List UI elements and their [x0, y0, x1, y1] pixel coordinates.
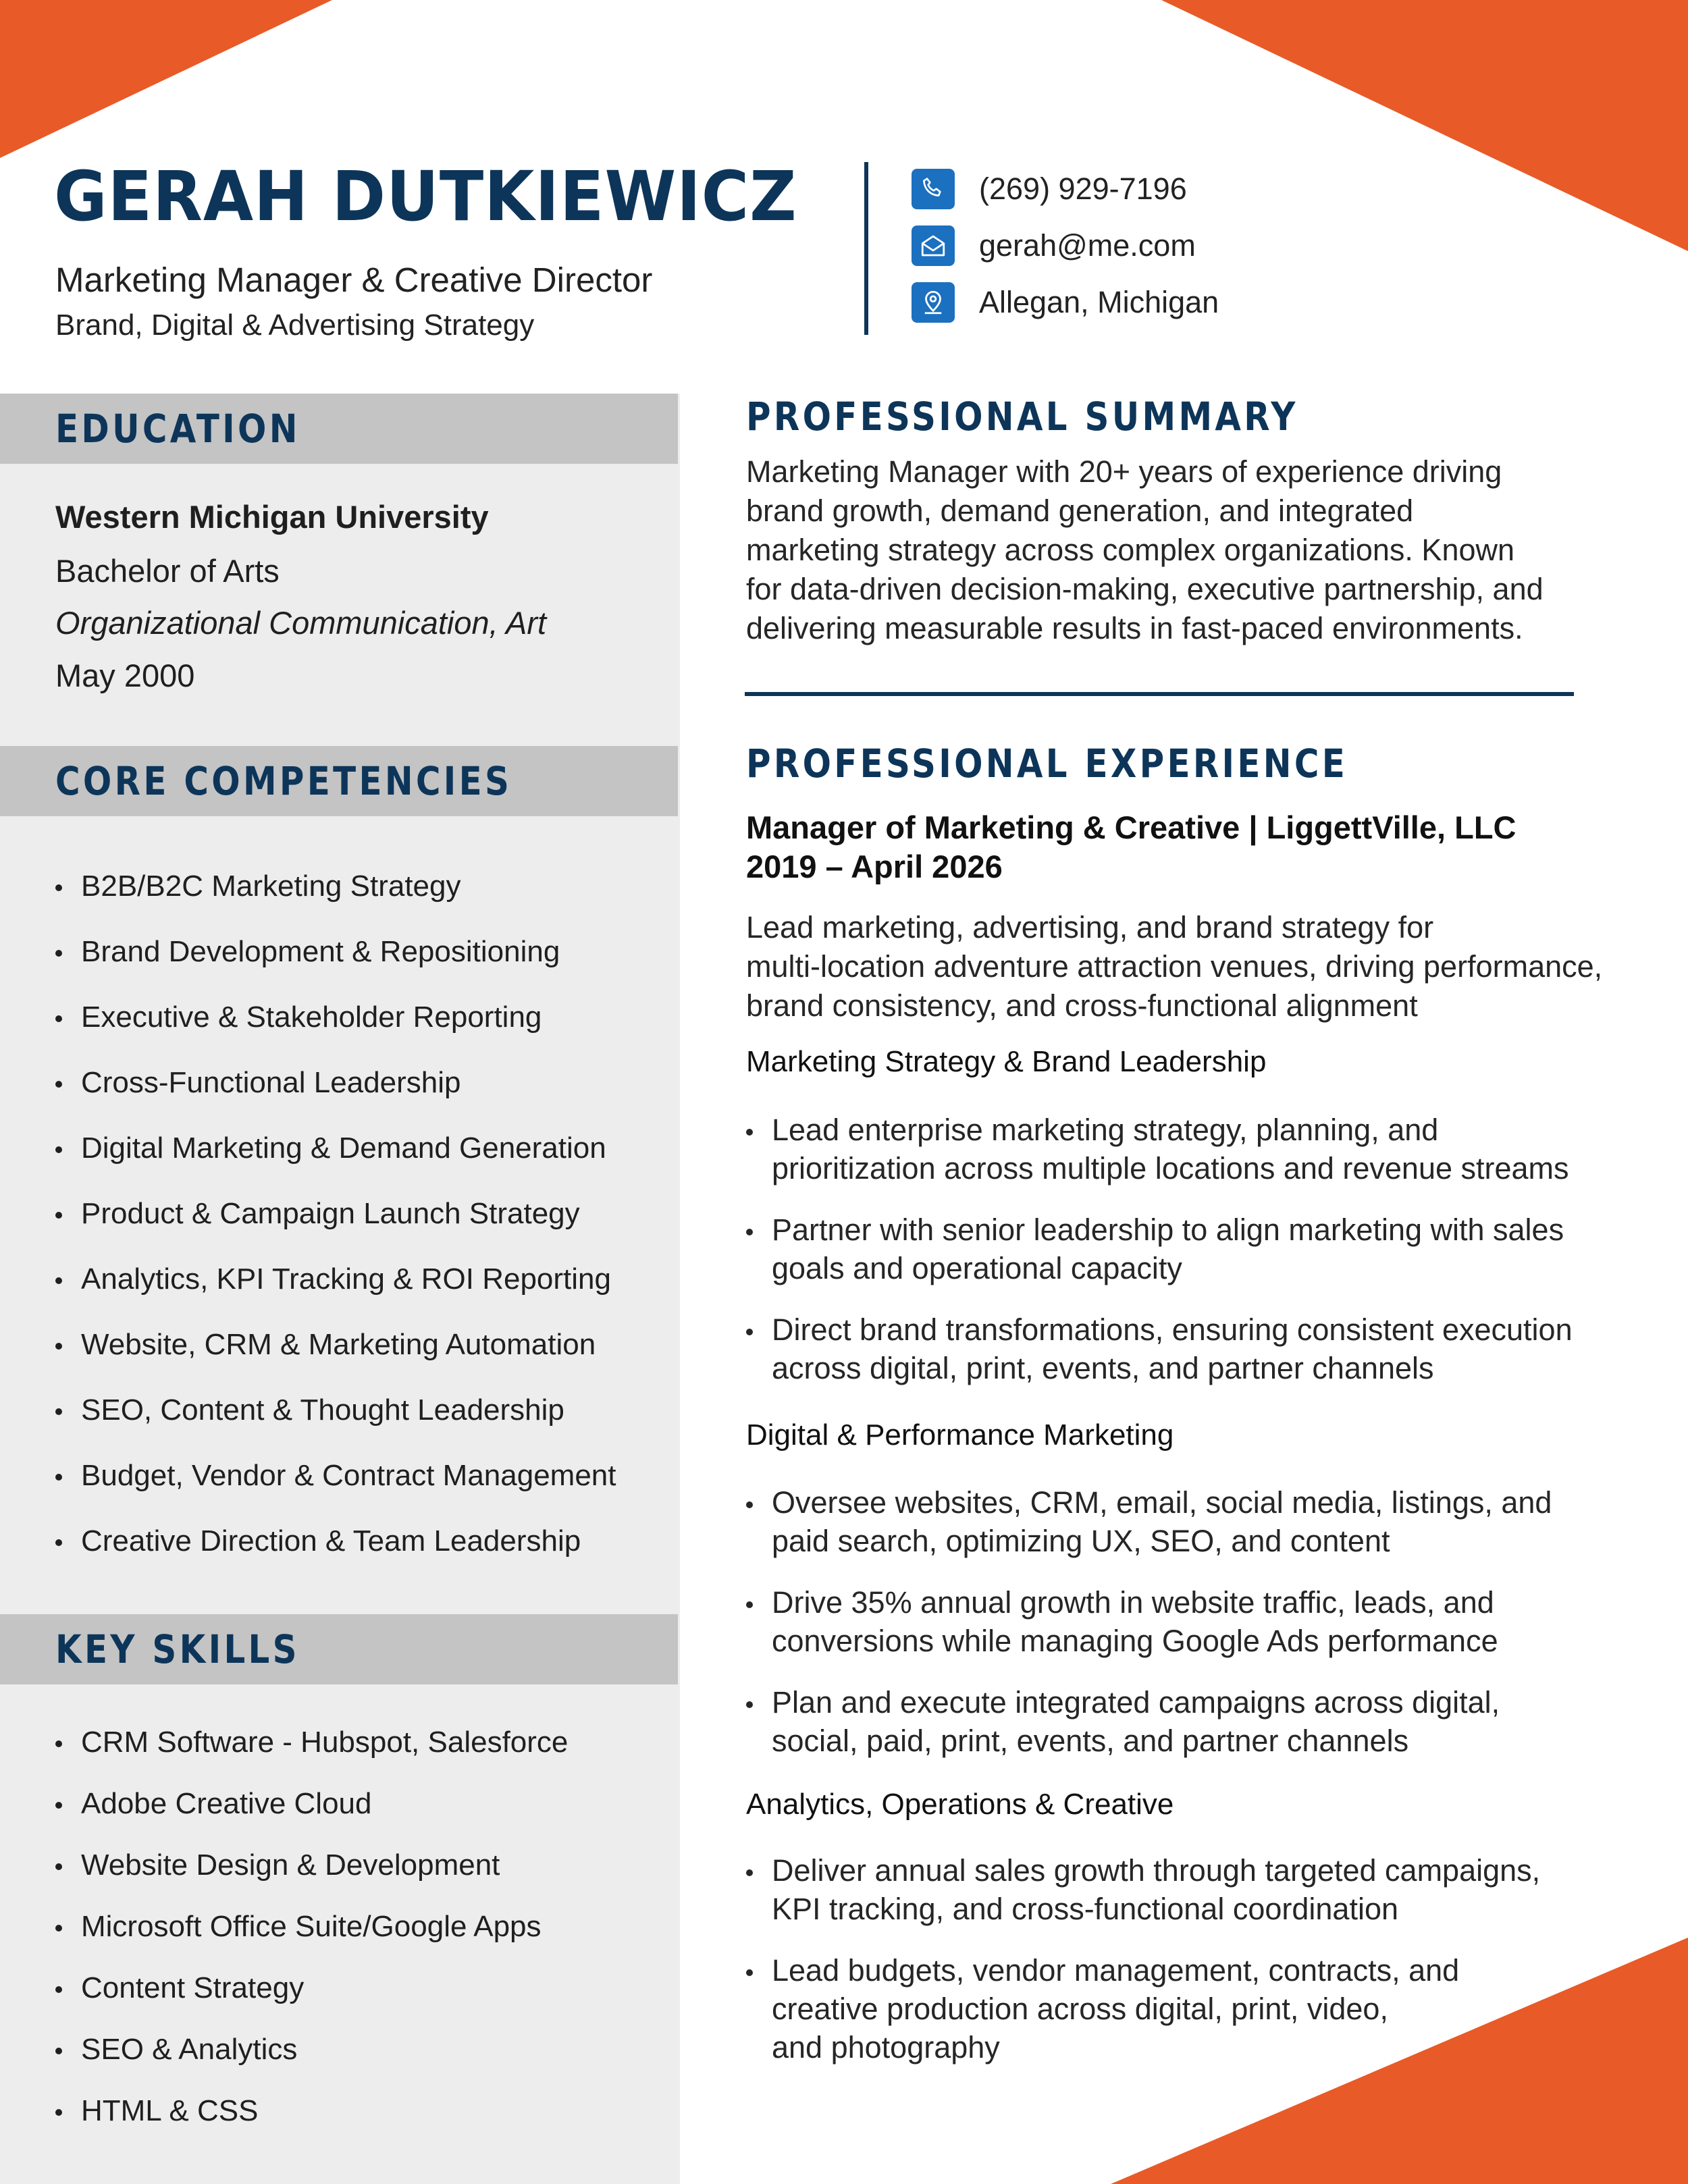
summary-line: Marketing Manager with 20+ years of experience driving: [746, 454, 1502, 489]
experience-bullet-line: conversions while managing Google Ads performance: [772, 1624, 1498, 1658]
competency-item: Website, CRM & Marketing Automation: [55, 1327, 616, 1392]
competency-item: Budget, Vendor & Contract Management: [55, 1458, 616, 1523]
competency-item: Cross-Functional Leadership: [55, 1065, 616, 1130]
competencies-heading: CORE COMPETENCIES: [55, 758, 512, 804]
job-title: Marketing Manager & Creative Director: [55, 261, 653, 299]
corner-accent-top-right: [1161, 0, 1688, 257]
experience-bullet-line: and photography: [772, 2030, 1000, 2065]
summary-text: [746, 452, 1610, 648]
mail-icon: [912, 225, 955, 266]
education-major: Organizational Communication, Art: [55, 605, 547, 641]
job-dates: 2019 – April 2026: [746, 849, 1003, 884]
skill-item: Content Strategy: [55, 1970, 568, 2031]
job-title-company: Manager of Marketing & Creative | LiggettVille, LLC: [746, 809, 1516, 845]
skills-list: [55, 1724, 568, 2154]
skill-item: HTML & CSS: [55, 2093, 568, 2154]
experience-bullet-line: KPI tracking, and cross-functional coordination: [772, 1892, 1398, 1926]
skill-item: Adobe Creative Cloud: [55, 1786, 568, 1847]
job-subtitle: Brand, Digital & Advertising Strategy: [55, 309, 535, 342]
experience-bullet-line: Deliver annual sales growth through targeted campaigns,: [772, 1853, 1541, 1888]
experience-bullet-line: Lead budgets, vendor management, contracts, and: [772, 1953, 1460, 1988]
job-header: [746, 808, 1516, 886]
experience-bullet: [746, 1951, 1540, 2067]
experience-bullets: [746, 1483, 1552, 1783]
experience-bullet: [746, 1483, 1552, 1560]
skill-item: Microsoft Office Suite/Google Apps: [55, 1909, 568, 1970]
experience-bullet-line: social, paid, print, events, and partner channels: [772, 1724, 1409, 1758]
skills-heading: KEY SKILLS: [55, 1626, 300, 1672]
experience-bullet-line: Direct brand transformations, ensuring consistent execution: [772, 1312, 1573, 1347]
competency-item: Analytics, KPI Tracking & ROI Reporting: [55, 1261, 616, 1327]
contact-phone: [912, 169, 1187, 209]
experience-bullet-line: Drive 35% annual growth in website traffic, leads, and: [772, 1585, 1494, 1620]
summary-line: marketing strategy across complex organizations. Known: [746, 533, 1515, 567]
contact-location: [912, 282, 1219, 323]
competency-item: Product & Campaign Launch Strategy: [55, 1196, 616, 1261]
experience-bullet: [746, 1583, 1552, 1660]
location-text: Allegan, Michigan: [979, 285, 1219, 319]
competencies-list: [55, 868, 616, 1589]
competency-item: Executive & Stakeholder Reporting: [55, 999, 616, 1065]
corner-accent-top-left: [0, 0, 338, 162]
email-address[interactable]: gerah@me.com: [979, 228, 1196, 263]
experience-subheading: Marketing Strategy & Brand Leadership: [746, 1045, 1267, 1078]
phone-icon: [912, 169, 955, 209]
experience-bullets: [746, 1111, 1573, 1410]
competency-item: B2B/B2C Marketing Strategy: [55, 868, 616, 934]
experience-heading: PROFESSIONAL EXPERIENCE: [746, 741, 1348, 787]
location-pin-icon: [912, 282, 955, 323]
education-date: May 2000: [55, 658, 195, 693]
competency-item: Brand Development & Repositioning: [55, 934, 616, 999]
summary-heading: PROFESSIONAL SUMMARY: [746, 394, 1298, 440]
contact-email: [912, 225, 1196, 266]
summary-line: delivering measurable results in fast-paced environments.: [746, 611, 1523, 645]
experience-bullet-line: Plan and execute integrated campaigns across digital,: [772, 1685, 1500, 1720]
experience-bullet-line: across digital, print, events, and partner channels: [772, 1351, 1434, 1385]
section-divider: [745, 692, 1574, 696]
job-description-line: Lead marketing, advertising, and brand strategy for: [746, 910, 1434, 944]
experience-bullet: [746, 1111, 1573, 1188]
education-school: Western Michigan University: [55, 499, 489, 535]
experience-bullet: [746, 1851, 1540, 1928]
experience-subheading: Analytics, Operations & Creative: [746, 1788, 1174, 1821]
experience-bullet-line: goals and operational capacity: [772, 1251, 1182, 1285]
education-heading: EDUCATION: [55, 406, 300, 452]
job-description-line: brand consistency, and cross-functional alignment: [746, 988, 1418, 1023]
skill-item: CRM Software - Hubspot, Salesforce: [55, 1724, 568, 1786]
competency-item: Digital Marketing & Demand Generation: [55, 1130, 616, 1196]
experience-bullet: [746, 1310, 1573, 1387]
experience-bullet: [746, 1210, 1573, 1287]
experience-bullet-line: Oversee websites, CRM, email, social media, listings, and: [772, 1485, 1552, 1520]
experience-bullet-line: creative production across digital, print, video,: [772, 1992, 1388, 2026]
experience-subheading: Digital & Performance Marketing: [746, 1418, 1174, 1451]
education-degree: Bachelor of Arts: [55, 553, 280, 589]
header-divider: [864, 162, 868, 335]
skill-item: Website Design & Development: [55, 1847, 568, 1909]
competency-item: SEO, Content & Thought Leadership: [55, 1392, 616, 1458]
experience-bullet-line: Partner with senior leadership to align marketing with sales: [772, 1213, 1564, 1247]
experience-bullet-line: prioritization across multiple locations and revenue streams: [772, 1151, 1569, 1186]
competency-item: Creative Direction & Team Leadership: [55, 1523, 616, 1589]
candidate-name: GERAH DUTKIEWICZ: [54, 157, 797, 237]
experience-bullet-line: paid search, optimizing UX, SEO, and content: [772, 1524, 1390, 1558]
phone-number[interactable]: (269) 929-7196: [979, 171, 1187, 206]
experience-bullet-line: Lead enterprise marketing strategy, planning, and: [772, 1113, 1439, 1147]
job-description: [746, 908, 1602, 1026]
job-description-line: multi-location adventure attraction venues, driving performance,: [746, 949, 1603, 984]
summary-line: brand growth, demand generation, and integrated: [746, 494, 1414, 528]
experience-bullets: [746, 1851, 1540, 2089]
summary-line: for data-driven decision-making, executive partnership, and: [746, 572, 1544, 606]
skill-item: SEO & Analytics: [55, 2031, 568, 2093]
experience-bullet: [746, 1683, 1552, 1760]
